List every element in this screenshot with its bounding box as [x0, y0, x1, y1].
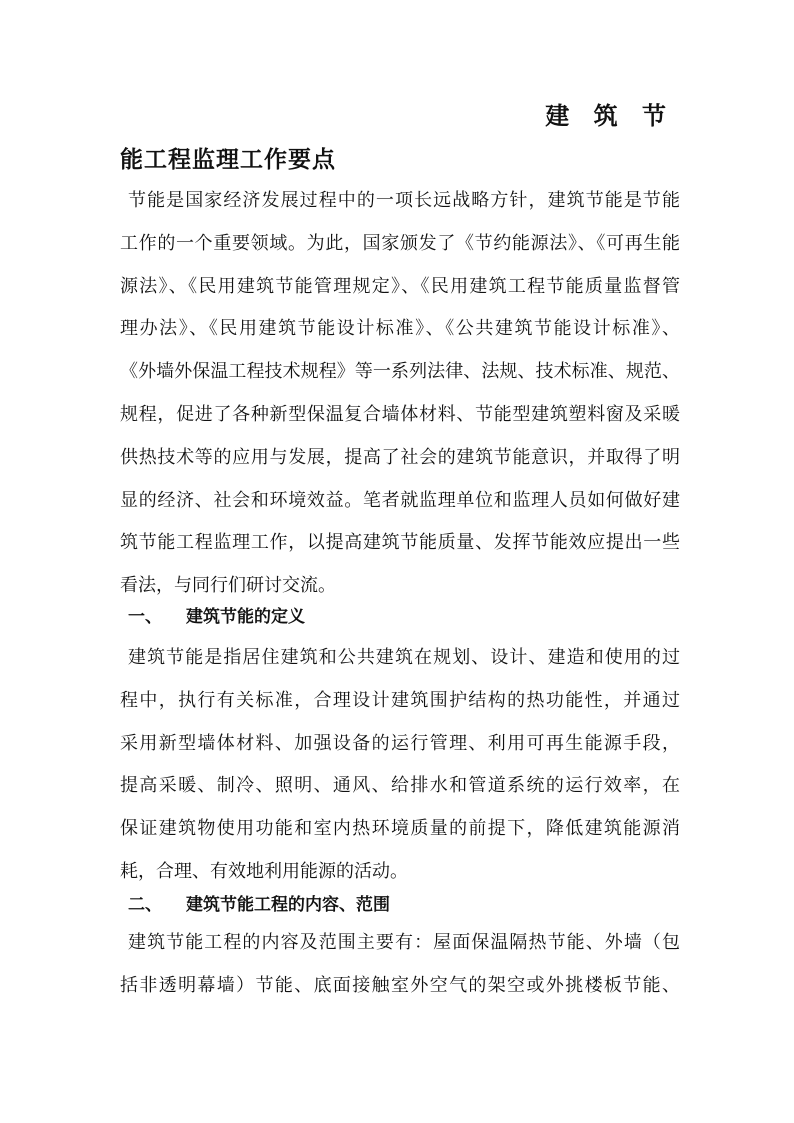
paragraph-line: 筑节能工程监理工作，以提高建筑节能质量、发挥节能效应提出一些 [120, 532, 680, 554]
document-title-part2: 能工程监理工作要点 [120, 146, 336, 173]
paragraph-line: 看法，与同行们研讨交流。 [120, 575, 336, 597]
section-heading-1 [120, 602, 305, 632]
paragraph-line: 供热技术等的应用与发展，提高了社会的建筑节能意识，并取得了明 [120, 446, 680, 468]
section-number: 一、 [128, 607, 162, 627]
section-heading-2 [120, 890, 390, 920]
paragraph-line: 规程，促进了各种新型保温复合墙体材料、节能型建筑塑料窗及采暖 [120, 403, 680, 425]
paragraph-line: 提高采暖、制冷、照明、通风、给排水和管道系统的运行效率，在 [120, 775, 680, 797]
paragraph-line: 显的经济、社会和环境效益。笔者就监理单位和监理人员如何做好建 [120, 489, 680, 511]
paragraph-line: 建筑节能是指居住建筑和公共建筑在规划、设计、建造和使用的过 [128, 647, 680, 668]
paragraph-line: 源法》、《民用建筑节能管理规定》、《民用建筑工程节能质量监督管 [120, 275, 680, 297]
paragraph-line: 《外墙外保温工程技术规程》等一系列法律、法规、技术标准、规范、 [120, 361, 680, 383]
paragraph-line: 保证建筑物使用功能和室内热环境质量的前提下，降低建筑能源消 [120, 818, 680, 840]
section-title: 建筑节能工程的内容、范围 [186, 895, 390, 915]
paragraph-line: 采用新型墙体材料、加强设备的运行管理、利用可再生能源手段， [120, 732, 680, 754]
paragraph-line: 工作的一个重要领域。为此，国家颁发了《节约能源法》、《可再生能 [120, 232, 680, 254]
paragraph-line: 程中，执行有关标准，合理设计建筑围护结构的热功能性，并通过 [120, 689, 680, 711]
paragraph-line: 括非透明幕墙）节能、底面接触室外空气的架空或外挑楼板节能、 [120, 974, 680, 996]
scope-paragraph [120, 922, 680, 1008]
intro-paragraph [120, 180, 680, 608]
paragraph-line: 建筑节能工程的内容及范围主要有：屋面保温隔热节能、外墙（包 [128, 932, 680, 953]
paragraph-line: 理办法》、《民用建筑节能设计标准》、《公共建筑节能设计标准》、 [120, 318, 680, 340]
section-number: 二、 [128, 895, 162, 915]
paragraph-line: 耗，合理、有效地利用能源的活动。 [120, 860, 408, 882]
definition-paragraph [120, 637, 680, 894]
section-title: 建筑节能的定义 [186, 607, 305, 627]
document-title-part1: 建 筑 节 [545, 101, 674, 130]
paragraph-line: 节能是国家经济发展过程中的一项长远战略方针，建筑节能是节能 [128, 190, 680, 211]
